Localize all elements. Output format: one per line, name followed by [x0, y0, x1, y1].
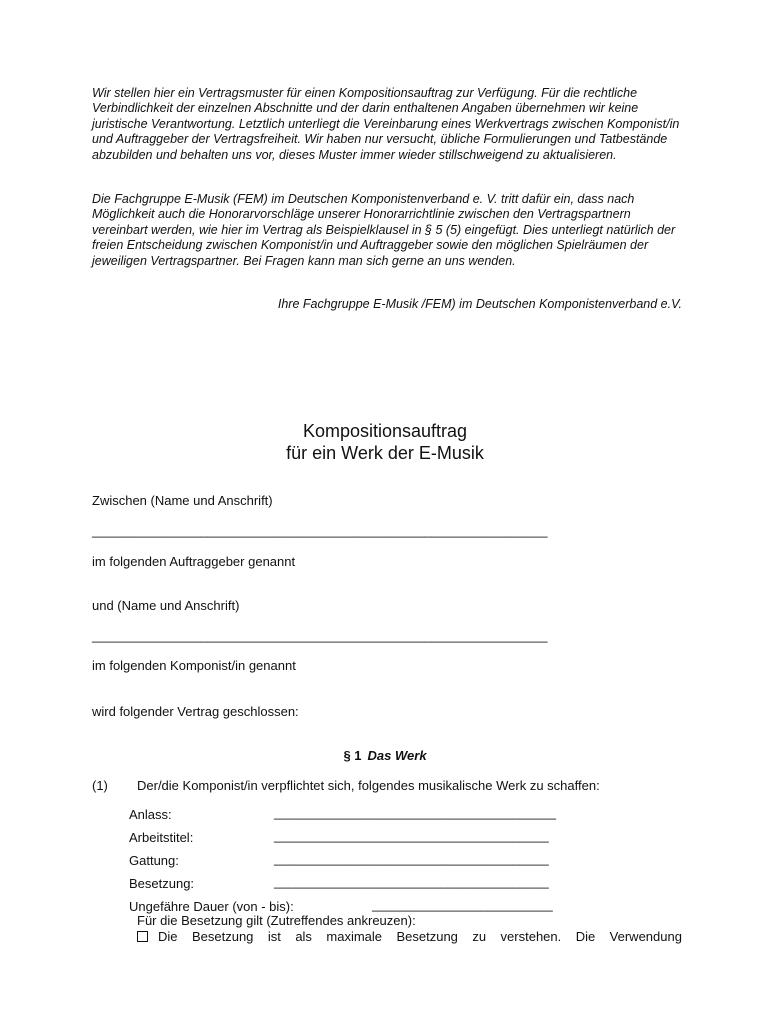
option-word: Besetzung: [396, 929, 458, 944]
option-text-row: [137, 929, 682, 944]
contract-concluded: wird folgender Vertrag geschlossen:: [92, 704, 299, 719]
client-label: im folgenden Auftraggeber genannt: [92, 554, 296, 569]
intro-text-2: Die Fachgruppe E-Musik (FEM) im Deutschen Komponistenverband e. V. tritt dafür ein, dass nach Möglichkeit auch die Honorarvorschläge unserer Honorarrichtlinie zwischen den Vertragspartnern vereinbart werden, wie hier im Vertrag als Beispielklausel in § 5 (5) eingefügt. Dies unterliegt natürlich der freien Entscheidung zwischen Komponist/in und Auftraggeber sowie den möglichen Spielräumen der jeweiligen Vertragspartner. Bei Fragen kann man sich gerne an uns wenden.: [92, 192, 676, 268]
field-line-dauer: _________________________: [372, 897, 553, 912]
section-number: § 1: [343, 748, 362, 763]
field-label-dauer: Ungefähre Dauer (von - bis):: [129, 899, 294, 914]
intro-paragraph-2: [92, 192, 682, 269]
field-label-anlass: Anlass:: [129, 807, 172, 822]
party2-blank-line: _______________________________________________________________: [92, 628, 548, 643]
paragraph-text: Der/die Komponist/in verpflichtet sich, folgendes musikalische Werk zu schaffen:: [137, 778, 600, 793]
section-title: Das Werk: [367, 748, 427, 763]
and-label: und (Name und Anschrift): [92, 598, 240, 613]
intro-paragraph-1: [92, 86, 682, 163]
intro-signature: Ihre Fachgruppe E-Musik /FEM) im Deutschen Komponistenverband e.V.: [277, 297, 682, 311]
field-label-gattung: Gattung:: [129, 853, 179, 868]
field-line-gattung: ______________________________________: [274, 851, 549, 866]
option-word: Die: [575, 929, 596, 944]
field-label-besetzung: Besetzung:: [129, 876, 195, 891]
option-word: zu: [472, 929, 487, 944]
option-word: verstehen.: [500, 929, 562, 944]
checkbox-option-max-instrumentation[interactable]: [137, 929, 682, 944]
intro-text-1: Wir stellen hier ein Vertragsmuster für einen Kompositionsauftrag zur Verfügung. Für die rechtliche Verbindlichkeit der einzelnen Abschnitte und der darin enthaltenen Angaben übernehmen wir keine juristische Verantwortung. Letztlich unterliegt die Vereinbarung eines Werkvertrags zwischen Komponist/in und Auftraggeber der Vertragsfreiheit. Wir haben nur versucht, übliche Formulierungen und Tatbestände abzubilden und behalten uns vor, dieses Muster immer wieder stillschweigend zu aktualisieren.: [92, 86, 680, 162]
document-title: Kompositionsauftrag: [302, 421, 468, 441]
option-word: Die: [158, 929, 178, 944]
section-1-heading: [0, 748, 770, 763]
option-word: maximale: [326, 929, 383, 944]
document-subtitle: für ein Werk der E-Musik: [286, 443, 484, 463]
option-word: Besetzung: [191, 929, 254, 944]
field-line-anlass: _______________________________________: [274, 805, 556, 820]
party1-blank-line: _______________________________________________________________: [92, 523, 548, 538]
instrumentation-note: Für die Besetzung gilt (Zutreffendes ankreuzen):: [137, 913, 416, 928]
field-line-besetzung: ______________________________________: [274, 874, 549, 889]
field-line-arbeitstitel: ______________________________________: [274, 828, 549, 843]
composer-label: im folgenden Komponist/in genannt: [92, 658, 296, 673]
checkbox-icon[interactable]: [137, 931, 148, 942]
option-first-word: [137, 929, 178, 944]
between-label: Zwischen (Name und Anschrift): [92, 493, 273, 508]
paragraph-number: (1): [92, 778, 108, 793]
option-word: ist: [267, 929, 281, 944]
option-word: als: [295, 929, 312, 944]
field-label-arbeitstitel: Arbeitstitel:: [129, 830, 194, 845]
option-word: Verwendung: [609, 929, 682, 944]
